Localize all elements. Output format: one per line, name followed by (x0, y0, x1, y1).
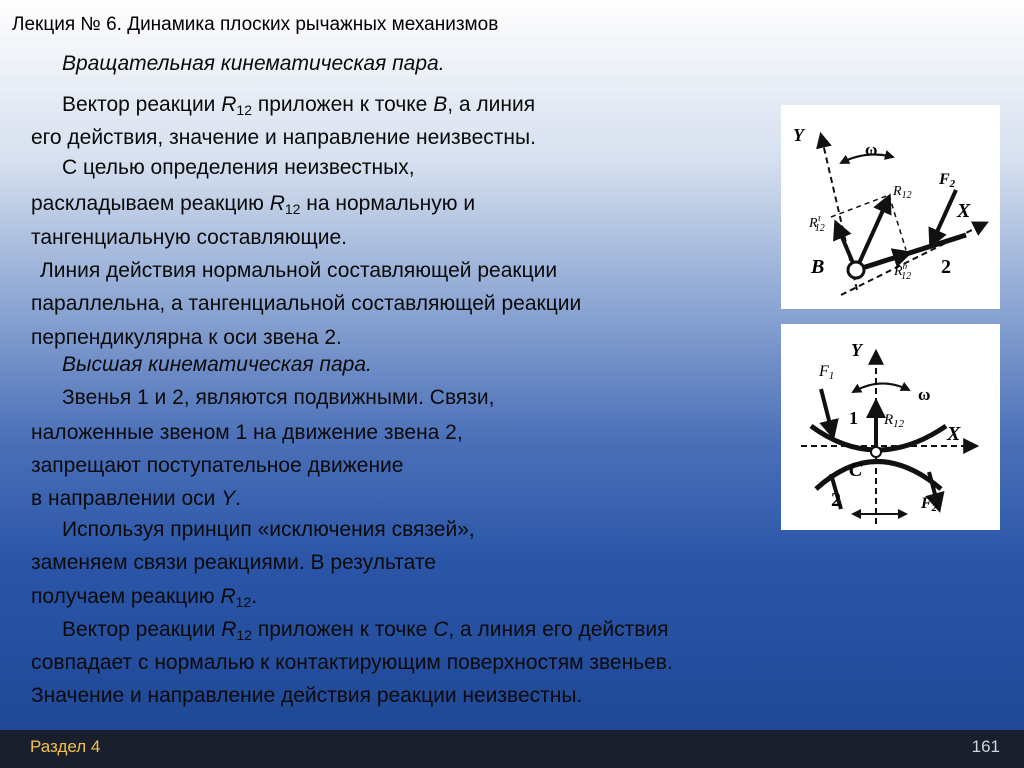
rotational-pair-diagram (781, 105, 1000, 309)
point-c-label: C (849, 459, 863, 481)
omega-label: ω (865, 140, 878, 159)
f1-label: F1 (819, 363, 835, 382)
r12-label: $R_{12}$ (893, 184, 912, 201)
link-2-label: 2 (941, 256, 951, 278)
footer-section-label: Раздел 4 (30, 737, 101, 756)
paragraph-line: Значение и направление действия реакции неизвестны. (31, 684, 583, 707)
paragraph-line: наложенные звеном 1 на движение звена 2, (31, 421, 463, 444)
contact-point-c (871, 447, 881, 457)
f2-vector (931, 190, 956, 245)
paragraph-line: Вектор реакции $R_{12}$ приложен к точке C, а линия его действия (62, 618, 669, 643)
point-b-label: B (811, 256, 825, 278)
paragraph-line: в направлении оси Y. (31, 487, 242, 510)
page-number: 161 (971, 737, 1000, 756)
paragraph-line: раскладываем реакцию $R_{12}$ на нормальную и (31, 192, 476, 217)
paragraph-line: запрещают поступательное движение (31, 454, 404, 477)
link-2-label: 2 (831, 489, 841, 511)
footer-bar (0, 730, 1024, 768)
paragraph-line: Используя принцип «исключения связей», (62, 518, 475, 541)
paragraph-line: С целью определения неизвестных, (62, 156, 415, 179)
paragraph-line: параллельна, а тангенциальной составляющей реакции (31, 292, 582, 315)
lecture-title: Лекция № 6. Динамика плоских рычажных механизмов (12, 14, 499, 35)
joint-b (848, 262, 864, 278)
paragraph-line: Линия действия нормальной составляющей реакции (40, 259, 558, 282)
f2-label: F2 (939, 171, 956, 190)
paragraph-line: тангенциальную составляющие. (31, 226, 347, 249)
paragraph-line: совпадает с нормалью к контактирующим поверхностям звеньев. (31, 651, 673, 674)
omega-label: ω (918, 385, 931, 404)
r12-tau-label: $R^\tau$ 12 (809, 213, 825, 234)
paragraph-line: его действия, значение и направление неизвестны. (31, 126, 536, 149)
x-axis-label: X (947, 423, 961, 445)
section-title-rotational: Вращательная кинематическая пара. (62, 52, 445, 75)
y-axis-label: Y (793, 125, 804, 145)
link-1-label: 1 (849, 408, 858, 428)
x-axis-label: X (957, 200, 971, 222)
paragraph-line: Вектор реакции $R_{12}$ приложен к точке B, а линия (62, 93, 536, 118)
paragraph-line: получаем реакцию $R_{12}$. (31, 585, 258, 610)
paragraph-line: Звенья 1 и 2, являются подвижными. Связи, (62, 386, 495, 409)
r12-label: $R_{12}$ (884, 412, 905, 430)
higher-pair-diagram (781, 324, 1000, 530)
section-title-higher: Высшая кинематическая пара. (62, 353, 372, 376)
r12-n-label: $R^n$ 12 (894, 261, 912, 282)
f2-label: F2 (921, 495, 938, 514)
y-axis-label: Y (851, 340, 862, 360)
paragraph-line: заменяем связи реакциями. В результате (31, 551, 436, 574)
paragraph-line: перпендикулярна к оси звена 2. (31, 326, 342, 349)
f1-vector (821, 389, 833, 436)
